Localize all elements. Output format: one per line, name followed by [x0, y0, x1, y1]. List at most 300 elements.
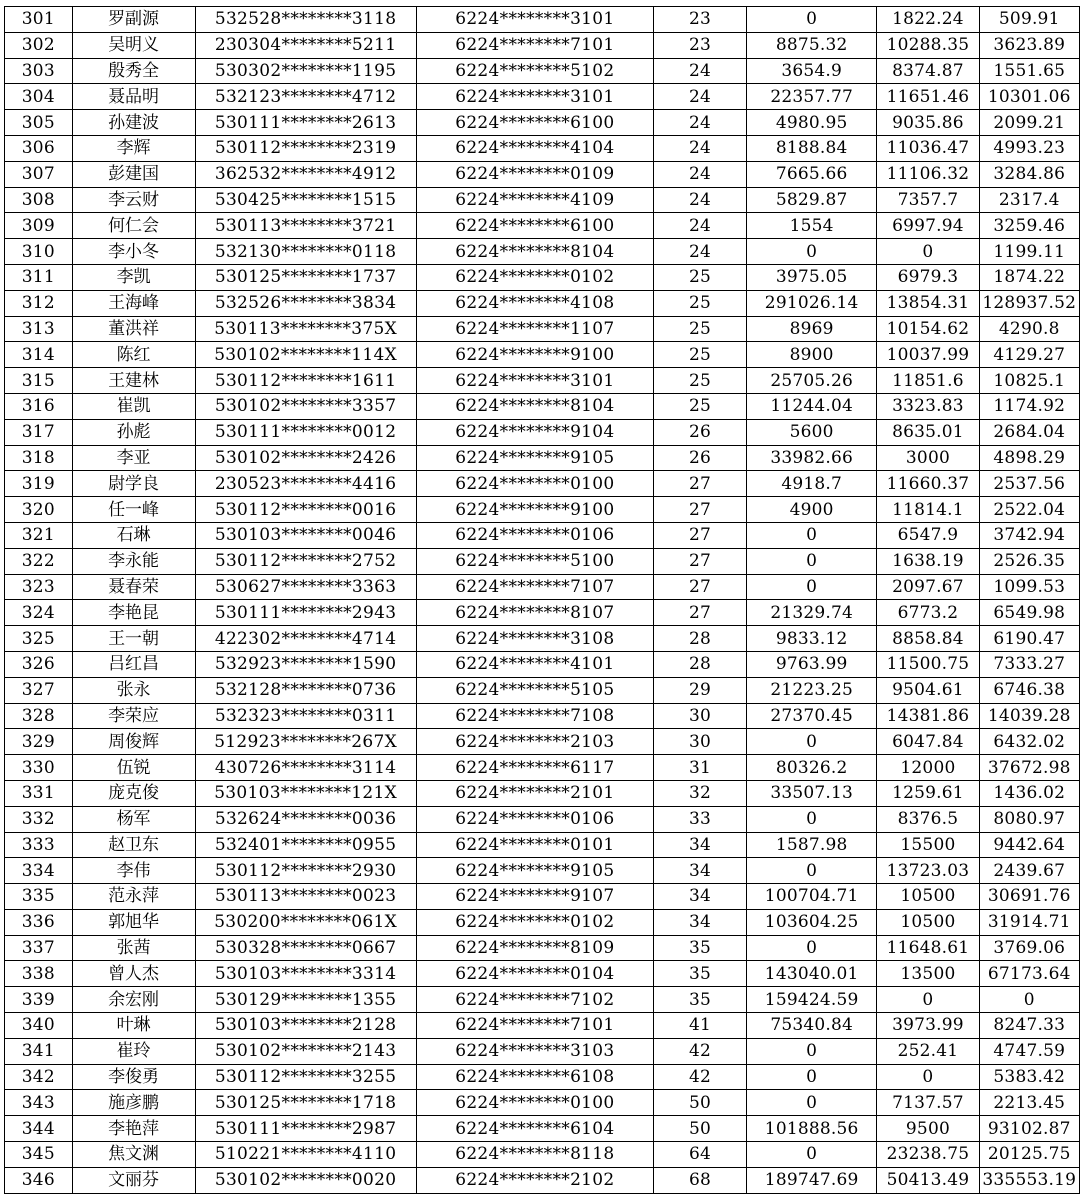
amount-b-cell: 11660.37: [877, 471, 979, 497]
card-number-cell: 6224********4104: [416, 135, 653, 161]
amount-b-cell: 50413.49: [877, 1167, 979, 1193]
card-number-cell: 6224********4108: [416, 290, 653, 316]
name-cell: 李伟: [72, 858, 195, 884]
count-cell: 35: [654, 935, 747, 961]
amount-c-cell: 7333.27: [979, 651, 1079, 677]
amount-c-cell: 2526.35: [979, 548, 1079, 574]
row-number: 330: [5, 755, 73, 781]
name-cell: 李亚: [72, 445, 195, 471]
id-number-cell: 530425********1515: [195, 187, 416, 213]
row-number: 324: [5, 600, 73, 626]
count-cell: 28: [654, 626, 747, 652]
amount-a-cell: 11244.04: [746, 393, 876, 419]
count-cell: 28: [654, 651, 747, 677]
amount-b-cell: 6047.84: [877, 729, 979, 755]
row-number: 301: [5, 7, 73, 33]
amount-a-cell: 8875.32: [746, 32, 876, 58]
row-number: 332: [5, 806, 73, 832]
table-row: [5, 884, 1080, 910]
row-number: 309: [5, 213, 73, 239]
amount-a-cell: 0: [746, 1090, 876, 1116]
count-cell: 34: [654, 858, 747, 884]
amount-b-cell: 12000: [877, 755, 979, 781]
id-number-cell: 530125********1718: [195, 1090, 416, 1116]
name-cell: 崔凯: [72, 393, 195, 419]
table-body: [5, 7, 1080, 1194]
count-cell: 31: [654, 755, 747, 781]
card-number-cell: 6224********2103: [416, 729, 653, 755]
amount-a-cell: 7665.66: [746, 161, 876, 187]
table-row: [5, 987, 1080, 1013]
amount-a-cell: 0: [746, 548, 876, 574]
table-row: [5, 290, 1080, 316]
row-number: 335: [5, 884, 73, 910]
table-row: [5, 626, 1080, 652]
amount-a-cell: 25705.26: [746, 368, 876, 394]
amount-b-cell: 9035.86: [877, 110, 979, 136]
table-row: [5, 1142, 1080, 1168]
row-number: 337: [5, 935, 73, 961]
amount-a-cell: 5829.87: [746, 187, 876, 213]
amount-b-cell: 10154.62: [877, 316, 979, 342]
row-number: 321: [5, 522, 73, 548]
table-row: [5, 161, 1080, 187]
amount-a-cell: 0: [746, 7, 876, 33]
card-number-cell: 6224********9104: [416, 419, 653, 445]
table-row: [5, 316, 1080, 342]
row-number: 312: [5, 290, 73, 316]
amount-b-cell: 2097.67: [877, 574, 979, 600]
id-number-cell: 530129********1355: [195, 987, 416, 1013]
amount-c-cell: 2522.04: [979, 497, 1079, 523]
amount-b-cell: 0: [877, 987, 979, 1013]
id-number-cell: 430726********3114: [195, 755, 416, 781]
card-number-cell: 6224********8118: [416, 1142, 653, 1168]
amount-b-cell: 11036.47: [877, 135, 979, 161]
amount-b-cell: 11851.6: [877, 368, 979, 394]
row-number: 333: [5, 832, 73, 858]
amount-b-cell: 252.41: [877, 1038, 979, 1064]
card-number-cell: 6224********7101: [416, 32, 653, 58]
count-cell: 50: [654, 1090, 747, 1116]
row-number: 331: [5, 780, 73, 806]
amount-a-cell: 189747.69: [746, 1167, 876, 1193]
card-number-cell: 6224********9100: [416, 497, 653, 523]
table-row: [5, 703, 1080, 729]
table-row: [5, 961, 1080, 987]
table-row: [5, 1064, 1080, 1090]
card-number-cell: 6224********6117: [416, 755, 653, 781]
row-number: 329: [5, 729, 73, 755]
name-cell: 何仁会: [72, 213, 195, 239]
row-number: 317: [5, 419, 73, 445]
table-row: [5, 264, 1080, 290]
card-number-cell: 6224********8107: [416, 600, 653, 626]
amount-c-cell: 1099.53: [979, 574, 1079, 600]
amount-b-cell: 3973.99: [877, 1013, 979, 1039]
card-number-cell: 6224********3101: [416, 84, 653, 110]
id-number-cell: 530302********1195: [195, 58, 416, 84]
name-cell: 余宏刚: [72, 987, 195, 1013]
amount-a-cell: 0: [746, 239, 876, 265]
card-number-cell: 6224********6100: [416, 110, 653, 136]
card-number-cell: 6224********0106: [416, 806, 653, 832]
amount-c-cell: 10301.06: [979, 84, 1079, 110]
table-row: [5, 677, 1080, 703]
row-number: 307: [5, 161, 73, 187]
card-number-cell: 6224********8104: [416, 393, 653, 419]
row-number: 339: [5, 987, 73, 1013]
amount-b-cell: 1822.24: [877, 7, 979, 33]
row-number: 306: [5, 135, 73, 161]
amount-b-cell: 0: [877, 1064, 979, 1090]
amount-a-cell: 80326.2: [746, 755, 876, 781]
table-row: [5, 1013, 1080, 1039]
name-cell: 赵卫东: [72, 832, 195, 858]
amount-b-cell: 13723.03: [877, 858, 979, 884]
name-cell: 杨军: [72, 806, 195, 832]
card-number-cell: 6224********0101: [416, 832, 653, 858]
count-cell: 29: [654, 677, 747, 703]
amount-b-cell: 11814.1: [877, 497, 979, 523]
table-row: [5, 574, 1080, 600]
amount-c-cell: 335553.19: [979, 1167, 1079, 1193]
card-number-cell: 6224********0102: [416, 264, 653, 290]
amount-b-cell: 13500: [877, 961, 979, 987]
amount-c-cell: 93102.87: [979, 1116, 1079, 1142]
amount-a-cell: 159424.59: [746, 987, 876, 1013]
card-number-cell: 6224********0109: [416, 161, 653, 187]
amount-b-cell: 1259.61: [877, 780, 979, 806]
amount-a-cell: 9763.99: [746, 651, 876, 677]
id-number-cell: 530112********1611: [195, 368, 416, 394]
amount-b-cell: 3000: [877, 445, 979, 471]
amount-b-cell: 10037.99: [877, 342, 979, 368]
id-number-cell: 532130********0118: [195, 239, 416, 265]
amount-c-cell: 3769.06: [979, 935, 1079, 961]
name-cell: 罗副源: [72, 7, 195, 33]
name-cell: 施彦鹏: [72, 1090, 195, 1116]
amount-a-cell: 0: [746, 522, 876, 548]
count-cell: 27: [654, 600, 747, 626]
count-cell: 68: [654, 1167, 747, 1193]
name-cell: 李荣应: [72, 703, 195, 729]
id-number-cell: 530103********121X: [195, 780, 416, 806]
data-table: [4, 6, 1080, 1194]
amount-b-cell: 10500: [877, 909, 979, 935]
table-row: [5, 806, 1080, 832]
amount-a-cell: 1554: [746, 213, 876, 239]
row-number: 314: [5, 342, 73, 368]
name-cell: 吕红昌: [72, 651, 195, 677]
name-cell: 张永: [72, 677, 195, 703]
row-number: 336: [5, 909, 73, 935]
amount-a-cell: 143040.01: [746, 961, 876, 987]
amount-c-cell: 4898.29: [979, 445, 1079, 471]
count-cell: 30: [654, 703, 747, 729]
name-cell: 李辉: [72, 135, 195, 161]
table-row: [5, 497, 1080, 523]
amount-a-cell: 33507.13: [746, 780, 876, 806]
id-number-cell: 530113********0023: [195, 884, 416, 910]
id-number-cell: 530103********3314: [195, 961, 416, 987]
amount-b-cell: 11500.75: [877, 651, 979, 677]
name-cell: 叶琳: [72, 1013, 195, 1039]
amount-c-cell: 4129.27: [979, 342, 1079, 368]
amount-a-cell: 1587.98: [746, 832, 876, 858]
id-number-cell: 532624********0036: [195, 806, 416, 832]
row-number: 320: [5, 497, 73, 523]
amount-a-cell: 4980.95: [746, 110, 876, 136]
card-number-cell: 6224********4109: [416, 187, 653, 213]
name-cell: 殷秀全: [72, 58, 195, 84]
id-number-cell: 532526********3834: [195, 290, 416, 316]
amount-a-cell: 0: [746, 729, 876, 755]
card-number-cell: 6224********7107: [416, 574, 653, 600]
amount-a-cell: 0: [746, 935, 876, 961]
id-number-cell: 530111********2613: [195, 110, 416, 136]
count-cell: 27: [654, 548, 747, 574]
amount-c-cell: 2537.56: [979, 471, 1079, 497]
count-cell: 27: [654, 497, 747, 523]
card-number-cell: 6224********2101: [416, 780, 653, 806]
amount-b-cell: 6997.94: [877, 213, 979, 239]
id-number-cell: 530102********114X: [195, 342, 416, 368]
amount-a-cell: 3654.9: [746, 58, 876, 84]
amount-b-cell: 14381.86: [877, 703, 979, 729]
row-number: 326: [5, 651, 73, 677]
row-number: 318: [5, 445, 73, 471]
table-row: [5, 84, 1080, 110]
amount-c-cell: 509.91: [979, 7, 1079, 33]
amount-a-cell: 0: [746, 858, 876, 884]
amount-c-cell: 4993.23: [979, 135, 1079, 161]
id-number-cell: 530102********0020: [195, 1167, 416, 1193]
amount-a-cell: 0: [746, 1064, 876, 1090]
row-number: 302: [5, 32, 73, 58]
amount-b-cell: 6979.3: [877, 264, 979, 290]
amount-c-cell: 8247.33: [979, 1013, 1079, 1039]
amount-b-cell: 8858.84: [877, 626, 979, 652]
table-row: [5, 600, 1080, 626]
count-cell: 26: [654, 419, 747, 445]
amount-a-cell: 103604.25: [746, 909, 876, 935]
id-number-cell: 532528********3118: [195, 7, 416, 33]
id-number-cell: 362532********4912: [195, 161, 416, 187]
count-cell: 27: [654, 574, 747, 600]
table-row: [5, 1116, 1080, 1142]
amount-c-cell: 4290.8: [979, 316, 1079, 342]
card-number-cell: 6224********2102: [416, 1167, 653, 1193]
amount-a-cell: 8969: [746, 316, 876, 342]
name-cell: 李俊勇: [72, 1064, 195, 1090]
amount-c-cell: 3284.86: [979, 161, 1079, 187]
card-number-cell: 6224********6108: [416, 1064, 653, 1090]
amount-b-cell: 8374.87: [877, 58, 979, 84]
id-number-cell: 510221********4110: [195, 1142, 416, 1168]
card-number-cell: 6224********9105: [416, 445, 653, 471]
count-cell: 42: [654, 1038, 747, 1064]
table-row: [5, 729, 1080, 755]
name-cell: 王建林: [72, 368, 195, 394]
count-cell: 25: [654, 342, 747, 368]
count-cell: 24: [654, 213, 747, 239]
name-cell: 曾人杰: [72, 961, 195, 987]
amount-c-cell: 31914.71: [979, 909, 1079, 935]
row-number: 344: [5, 1116, 73, 1142]
amount-b-cell: 8635.01: [877, 419, 979, 445]
table-row: [5, 445, 1080, 471]
table-row: [5, 393, 1080, 419]
card-number-cell: 6224********0104: [416, 961, 653, 987]
amount-a-cell: 9833.12: [746, 626, 876, 652]
amount-c-cell: 2439.67: [979, 858, 1079, 884]
id-number-cell: 530111********2943: [195, 600, 416, 626]
card-number-cell: 6224********6100: [416, 213, 653, 239]
count-cell: 25: [654, 290, 747, 316]
id-number-cell: 422302********4714: [195, 626, 416, 652]
name-cell: 李凯: [72, 264, 195, 290]
table-row: [5, 471, 1080, 497]
id-number-cell: 532123********4712: [195, 84, 416, 110]
amount-c-cell: 10825.1: [979, 368, 1079, 394]
amount-b-cell: 1638.19: [877, 548, 979, 574]
id-number-cell: 530125********1737: [195, 264, 416, 290]
table-row: [5, 213, 1080, 239]
count-cell: 35: [654, 987, 747, 1013]
count-cell: 33: [654, 806, 747, 832]
table-row: [5, 135, 1080, 161]
id-number-cell: 532923********1590: [195, 651, 416, 677]
count-cell: 27: [654, 471, 747, 497]
row-number: 322: [5, 548, 73, 574]
count-cell: 23: [654, 32, 747, 58]
table-row: [5, 342, 1080, 368]
count-cell: 34: [654, 909, 747, 935]
count-cell: 34: [654, 884, 747, 910]
name-cell: 李永能: [72, 548, 195, 574]
amount-a-cell: 291026.14: [746, 290, 876, 316]
amount-c-cell: 1874.22: [979, 264, 1079, 290]
table-row: [5, 187, 1080, 213]
row-number: 346: [5, 1167, 73, 1193]
table-row: [5, 935, 1080, 961]
amount-c-cell: 30691.76: [979, 884, 1079, 910]
amount-a-cell: 21329.74: [746, 600, 876, 626]
amount-a-cell: 0: [746, 806, 876, 832]
amount-c-cell: 1551.65: [979, 58, 1079, 84]
id-number-cell: 530200********061X: [195, 909, 416, 935]
row-number: 311: [5, 264, 73, 290]
amount-b-cell: 9504.61: [877, 677, 979, 703]
amount-c-cell: 2317.4: [979, 187, 1079, 213]
amount-b-cell: 7357.7: [877, 187, 979, 213]
row-number: 310: [5, 239, 73, 265]
id-number-cell: 230304********5211: [195, 32, 416, 58]
amount-a-cell: 100704.71: [746, 884, 876, 910]
count-cell: 24: [654, 110, 747, 136]
card-number-cell: 6224********9100: [416, 342, 653, 368]
table-row: [5, 419, 1080, 445]
count-cell: 35: [654, 961, 747, 987]
id-number-cell: 512923********267X: [195, 729, 416, 755]
amount-c-cell: 6549.98: [979, 600, 1079, 626]
table-row: [5, 651, 1080, 677]
amount-a-cell: 27370.45: [746, 703, 876, 729]
row-number: 328: [5, 703, 73, 729]
count-cell: 50: [654, 1116, 747, 1142]
amount-c-cell: 9442.64: [979, 832, 1079, 858]
card-number-cell: 6224********8109: [416, 935, 653, 961]
amount-c-cell: 128937.52: [979, 290, 1079, 316]
row-number: 303: [5, 58, 73, 84]
row-number: 313: [5, 316, 73, 342]
name-cell: 范永萍: [72, 884, 195, 910]
amount-b-cell: 15500: [877, 832, 979, 858]
amount-c-cell: 1199.11: [979, 239, 1079, 265]
amount-c-cell: 3623.89: [979, 32, 1079, 58]
amount-b-cell: 13854.31: [877, 290, 979, 316]
amount-b-cell: 3323.83: [877, 393, 979, 419]
row-number: 334: [5, 858, 73, 884]
amount-b-cell: 11648.61: [877, 935, 979, 961]
card-number-cell: 6224********9107: [416, 884, 653, 910]
amount-c-cell: 6746.38: [979, 677, 1079, 703]
card-number-cell: 6224********5105: [416, 677, 653, 703]
amount-a-cell: 3975.05: [746, 264, 876, 290]
name-cell: 周俊辉: [72, 729, 195, 755]
id-number-cell: 530112********2752: [195, 548, 416, 574]
id-number-cell: 530112********3255: [195, 1064, 416, 1090]
count-cell: 25: [654, 368, 747, 394]
table-row: [5, 239, 1080, 265]
card-number-cell: 6224********7108: [416, 703, 653, 729]
card-number-cell: 6224********3101: [416, 368, 653, 394]
amount-b-cell: 9500: [877, 1116, 979, 1142]
row-number: 319: [5, 471, 73, 497]
id-number-cell: 530111********0012: [195, 419, 416, 445]
amount-c-cell: 67173.64: [979, 961, 1079, 987]
row-number: 338: [5, 961, 73, 987]
table-row: [5, 368, 1080, 394]
id-number-cell: 530102********2426: [195, 445, 416, 471]
table-row: [5, 522, 1080, 548]
card-number-cell: 6224********1107: [416, 316, 653, 342]
amount-a-cell: 33982.66: [746, 445, 876, 471]
card-number-cell: 6224********0100: [416, 1090, 653, 1116]
amount-b-cell: 11651.46: [877, 84, 979, 110]
amount-a-cell: 21223.25: [746, 677, 876, 703]
count-cell: 24: [654, 84, 747, 110]
table-row: [5, 110, 1080, 136]
name-cell: 尉学良: [72, 471, 195, 497]
amount-c-cell: 6190.47: [979, 626, 1079, 652]
amount-a-cell: 5600: [746, 419, 876, 445]
count-cell: 41: [654, 1013, 747, 1039]
name-cell: 李云财: [72, 187, 195, 213]
amount-a-cell: 101888.56: [746, 1116, 876, 1142]
count-cell: 32: [654, 780, 747, 806]
amount-c-cell: 3742.94: [979, 522, 1079, 548]
amount-c-cell: 5383.42: [979, 1064, 1079, 1090]
table-row: [5, 858, 1080, 884]
card-number-cell: 6224********3103: [416, 1038, 653, 1064]
name-cell: 崔玲: [72, 1038, 195, 1064]
count-cell: 25: [654, 316, 747, 342]
amount-c-cell: 2213.45: [979, 1090, 1079, 1116]
amount-a-cell: 22357.77: [746, 84, 876, 110]
row-number: 305: [5, 110, 73, 136]
